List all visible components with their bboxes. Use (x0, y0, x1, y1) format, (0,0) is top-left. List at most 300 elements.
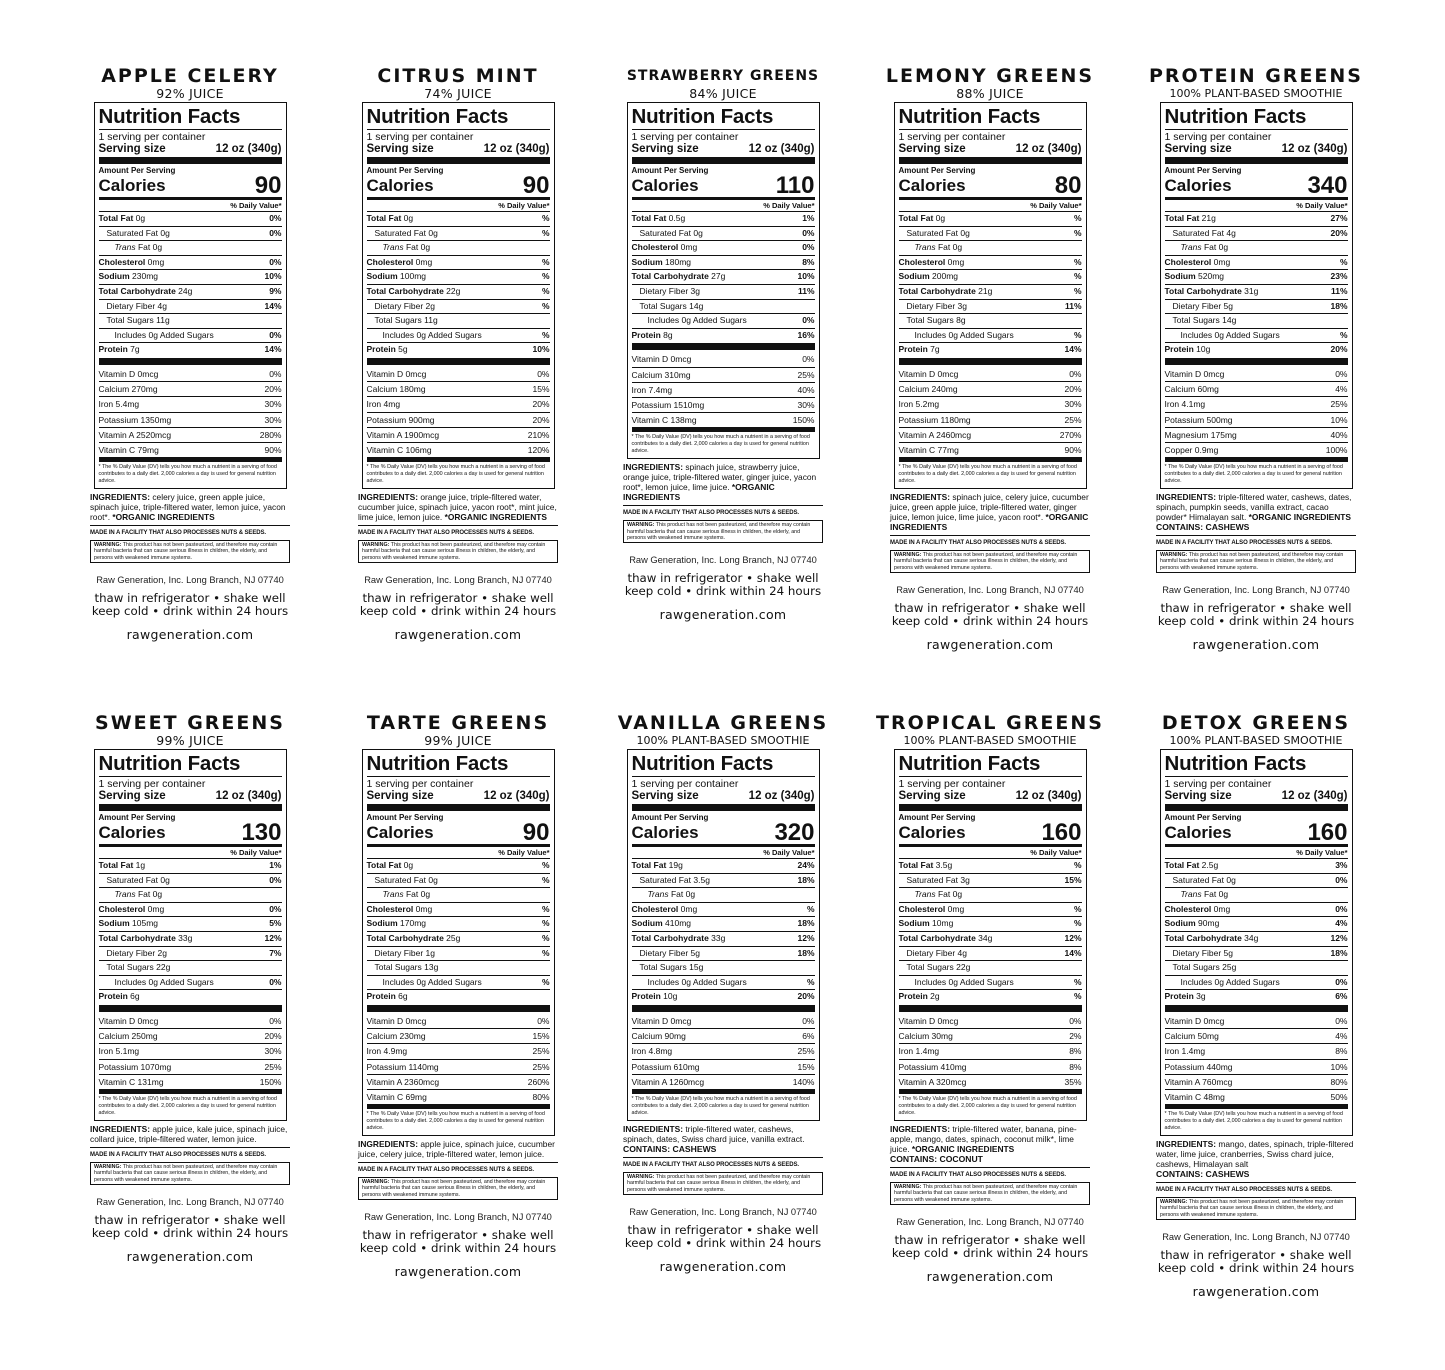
manufacturer-address: Raw Generation, Inc. Long Branch, NJ 07740 (364, 1212, 552, 1223)
calories-row: Calories 80 (898, 172, 1082, 199)
vitamin-row: Potassium 610mg 15% (632, 1060, 815, 1075)
product-label-card (608, 66, 838, 622)
calories-value: 110 (775, 172, 815, 199)
divider (623, 1157, 823, 1158)
daily-value-header: % Daily Value* (632, 197, 815, 212)
manufacturer-address: Raw Generation, Inc. Long Branch, NJ 07740 (896, 585, 1084, 596)
trans-fat-row: Trans Fat 0g (367, 888, 550, 903)
servings-per-container: 1 serving per container (898, 778, 1006, 790)
calories-value: 90 (254, 172, 282, 199)
total-sugars-row: Total Sugars 11g (367, 314, 550, 329)
product-subtitle: 100% PLANT-BASED SMOOTHIE (636, 734, 810, 747)
ingredients: INGREDIENTS: spinach juice, strawberry juice, orange juice, triple-filtered water, ginger juice, yacon root*, lemon juice, lime juice. *ORGANIC INGREDIENTS (623, 462, 817, 503)
website: rawgeneration.com (1192, 1284, 1320, 1300)
cholesterol-row: Cholesterol 0mg % (899, 903, 1082, 918)
vitamin-row: Vitamin A 320mcg 35% (899, 1075, 1082, 1090)
product-name: DETOX GREENS (1161, 712, 1351, 734)
vitamin-row: Calcium 230mg 15% (367, 1029, 550, 1044)
nf-title: Nutrition Facts (632, 752, 815, 777)
protein-row: Protein 7g 14% (898, 344, 1082, 355)
nf-title: Nutrition Facts (1165, 752, 1348, 777)
amount-per-serving: Amount Per Serving (366, 813, 444, 822)
total-fat-row: Total Fat 1g 1% (99, 859, 282, 874)
nutrition-facts-panel (94, 102, 287, 489)
vitamin-row: Vitamin C 138mg 150% (632, 413, 815, 428)
divider (899, 358, 1082, 365)
daily-value-header: % Daily Value* (899, 844, 1082, 859)
product-subtitle: 74% JUICE (424, 86, 492, 101)
manufacturer-address: Raw Generation, Inc. Long Branch, NJ 07740 (1162, 1232, 1350, 1243)
warning-box: WARNING: This product has not been pasteurized, and therefore may contain harmful bacteria that can cause serious illness in children, the elderly, and persons with weakened immune systems. (90, 540, 290, 563)
daily-value-header: % Daily Value* (899, 197, 1082, 212)
added-sugars-row: Includes 0g Added Sugars 0% (1165, 976, 1348, 991)
amount-per-serving: Amount Per Serving (631, 813, 709, 822)
divider (899, 157, 1082, 164)
vitamin-row: Potassium 410mg 8% (899, 1060, 1082, 1075)
divider (632, 804, 815, 811)
daily-value-header: % Daily Value* (1165, 197, 1348, 212)
product-name: APPLE CELERY (101, 65, 279, 87)
vitamin-row: Iron 4.8mg 25% (632, 1044, 815, 1059)
vitamin-row: Vitamin C 79mg 90% (99, 443, 282, 458)
trans-fat-row: Trans Fat 0g (99, 888, 282, 903)
dv-footnote: * The % Daily Value (DV) tells you how much a nutrient in a serving of food contributes to a daily diet. 2,000 calories a day is used for general nutrition advice. (99, 1090, 282, 1117)
vitamin-row: Vitamin A 2460mcg 270% (899, 428, 1082, 443)
nf-title: Nutrition Facts (1165, 105, 1348, 130)
vitamin-row: Potassium 1350mg 30% (99, 413, 282, 428)
servings-per-container: 1 serving per container (1164, 131, 1272, 143)
vitamin-row: Potassium 440mg 10% (1165, 1060, 1348, 1075)
vitamin-row: Iron 5.4mg 30% (99, 397, 282, 412)
divider (1165, 358, 1348, 365)
usage-line-1: thaw in refrigerator • shake well (1160, 601, 1352, 616)
ingredients: INGREDIENTS: triple-filtered water, banana, pine-apple, mango, dates, spinach, coconut milk*, lime juice. *ORGANIC INGREDIENTS CONTAINS: COCONUT (890, 1124, 1090, 1164)
total-carbohydrate-row: Total Carbohydrate 33g 12% (99, 932, 282, 947)
cholesterol-row: Cholesterol 0mg 0% (99, 256, 282, 271)
serving-size-row: Serving size 12 oz (340g) (898, 143, 1082, 155)
dietary-fiber-row: Dietary Fiber 5g 18% (632, 947, 815, 962)
amount-per-serving: Amount Per Serving (898, 166, 976, 175)
usage-line-2: keep cold • drink within 24 hours (891, 1245, 1089, 1260)
servings-per-container: 1 serving per container (98, 131, 206, 143)
calories-row: Calories 90 (366, 172, 550, 199)
product-subtitle: 99% JUICE (156, 733, 224, 748)
saturated-fat-row: Saturated Fat 0g 0% (99, 874, 282, 889)
total-carbohydrate-row: Total Carbohydrate 34g 12% (899, 932, 1082, 947)
protein-row: Protein 5g 10% (366, 344, 550, 355)
saturated-fat-row: Saturated Fat 3g 15% (899, 874, 1082, 889)
total-fat-row: Total Fat 0g % (899, 212, 1082, 227)
dietary-fiber-row: Dietary Fiber 5g 18% (1165, 300, 1348, 315)
serving-size-row: Serving size 12 oz (340g) (366, 143, 550, 155)
website: rawgeneration.com (926, 1268, 1054, 1284)
trans-fat-row: Trans Fat 0g (632, 888, 815, 903)
cholesterol-row: Cholesterol 0mg % (632, 903, 815, 918)
usage-line-1: thaw in refrigerator • shake well (894, 601, 1086, 616)
amount-per-serving: Amount Per Serving (366, 166, 444, 175)
cholesterol-row: Cholesterol 0mg 0% (99, 903, 282, 918)
nf-title: Nutrition Facts (99, 105, 282, 130)
added-sugars-row: Includes 0g Added Sugars % (1165, 329, 1348, 344)
dietary-fiber-row: Dietary Fiber 5g 18% (1165, 947, 1348, 962)
vitamin-row: Calcium 250mg 20% (99, 1029, 282, 1044)
total-carbohydrate-row: Total Carbohydrate 34g 12% (1165, 932, 1348, 947)
nf-title: Nutrition Facts (899, 105, 1082, 130)
dietary-fiber-row: Dietary Fiber 4g 14% (99, 300, 282, 315)
added-sugars-row: Includes 0g Added Sugars % (367, 329, 550, 344)
vitamin-row: Calcium 310mg 25% (632, 368, 815, 383)
serving-size-row: Serving size 12 oz (340g) (631, 143, 815, 155)
nf-title: Nutrition Facts (367, 752, 550, 777)
saturated-fat-row: Saturated Fat 0g % (367, 227, 550, 242)
saturated-fat-row: Saturated Fat 4g 20% (1165, 227, 1348, 242)
warning-box: WARNING: This product has not been pasteurized, and therefore may contain harmful bacteria that can cause serious illness in children, the elderly, and persons with weakened immune systems. (1156, 1197, 1356, 1220)
nutrition-facts-panel (362, 102, 555, 489)
product-label-card (875, 713, 1105, 1284)
cholesterol-row: Cholesterol 0mg % (899, 256, 1082, 271)
nf-title: Nutrition Facts (899, 752, 1082, 777)
total-sugars-row: Total Sugars 13g (367, 961, 550, 976)
vitamin-row: Vitamin D 0mcg 0% (1165, 1014, 1348, 1029)
vitamin-row: Copper 0.9mg 100% (1165, 443, 1348, 458)
serving-size-row: Serving size 12 oz (340g) (1164, 790, 1348, 802)
divider (358, 1162, 558, 1163)
calories-value: 340 (1307, 172, 1348, 199)
calories-row: Calories 160 (898, 819, 1082, 846)
saturated-fat-row: Saturated Fat 0g 0% (632, 227, 815, 242)
usage-line-1: thaw in refrigerator • shake well (627, 1222, 819, 1237)
facility-statement: MADE IN A FACILITY THAT ALSO PROCESSES NUTS & SEEDS. (890, 540, 1066, 547)
divider (1165, 157, 1348, 164)
manufacturer-address: Raw Generation, Inc. Long Branch, NJ 07740 (896, 1216, 1084, 1227)
servings-per-container: 1 serving per container (98, 778, 206, 790)
product-name: CITRUS MINT (377, 65, 539, 87)
vitamin-row: Vitamin D 0mcg 0% (367, 367, 550, 382)
usage-line-2: keep cold • drink within 24 hours (624, 584, 822, 599)
vitamin-row: Iron 5.1mg 30% (99, 1044, 282, 1059)
vitamin-row: Iron 7.4mg 40% (632, 383, 815, 398)
total-sugars-row: Total Sugars 22g (99, 961, 282, 976)
vitamin-row: Iron 5.2mg 30% (899, 397, 1082, 412)
ingredients: INGREDIENTS: triple-filtered water, cashews, spinach, dates, Swiss chard juice, vanilla extract. CONTAINS: CASHEWS (623, 1124, 823, 1154)
protein-row: Protein 6g (98, 991, 140, 1002)
vitamin-row: Calcium 90mg 6% (632, 1029, 815, 1044)
manufacturer-address: Raw Generation, Inc. Long Branch, NJ 07740 (364, 575, 552, 586)
calories-value: 320 (774, 819, 815, 846)
servings-per-container: 1 serving per container (366, 131, 474, 143)
usage-line-1: thaw in refrigerator • shake well (894, 1232, 1086, 1247)
website: rawgeneration.com (926, 637, 1054, 653)
vitamin-row: Vitamin C 131mg 150% (99, 1075, 282, 1090)
saturated-fat-row: Saturated Fat 0g % (367, 874, 550, 889)
dietary-fiber-row: Dietary Fiber 4g 14% (899, 947, 1082, 962)
added-sugars-row: Includes 0g Added Sugars 0% (99, 329, 282, 344)
divider (899, 804, 1082, 811)
allergen-statement: CONTAINS: CASHEWS (1156, 1169, 1250, 1180)
allergen-statement: CONTAINS: CASHEWS (1156, 522, 1250, 533)
daily-value-header: % Daily Value* (632, 844, 815, 859)
saturated-fat-row: Saturated Fat 0g 0% (99, 227, 282, 242)
product-label-card (75, 713, 305, 1264)
sodium-row: Sodium 105mg 5% (99, 917, 282, 932)
servings-per-container: 1 serving per container (366, 778, 474, 790)
divider (632, 1005, 815, 1012)
vitamin-row: Vitamin A 1260mcg 140% (632, 1075, 815, 1090)
dietary-fiber-row: Dietary Fiber 3g 11% (632, 285, 815, 300)
total-fat-row: Total Fat 19g 24% (632, 859, 815, 874)
vitamin-row: Vitamin A 2360mcg 260% (367, 1075, 550, 1090)
divider (99, 1005, 282, 1012)
serving-size-row: Serving size 12 oz (340g) (631, 790, 815, 802)
total-sugars-row: Total Sugars 8g (899, 314, 1082, 329)
website: rawgeneration.com (126, 1248, 254, 1264)
saturated-fat-row: Saturated Fat 0g 0% (1165, 874, 1348, 889)
product-label-card (343, 713, 573, 1279)
calories-value: 90 (522, 819, 550, 846)
cholesterol-row: Cholesterol 0mg 0% (1165, 903, 1348, 918)
product-name: STRAWBERRY GREENS (626, 68, 820, 84)
dv-footnote: * The % Daily Value (DV) tells you how much a nutrient in a serving of food contributes to a daily diet. 2,000 calories a day is used for general nutrition advice. (632, 428, 815, 455)
manufacturer-address: Raw Generation, Inc. Long Branch, NJ 07740 (629, 555, 817, 566)
total-carbohydrate-row: Total Carbohydrate 21g % (899, 285, 1082, 300)
amount-per-serving: Amount Per Serving (898, 813, 976, 822)
usage-line-2: keep cold • drink within 24 hours (624, 1235, 822, 1250)
usage-line-2: keep cold • drink within 24 hours (1157, 1261, 1355, 1276)
serving-size-row: Serving size 12 oz (340g) (366, 790, 550, 802)
usage-line-1: thaw in refrigerator • shake well (1160, 1248, 1352, 1263)
facility-statement: MADE IN A FACILITY THAT ALSO PROCESSES NUTS & SEEDS. (358, 1167, 534, 1174)
cholesterol-row: Cholesterol 0mg 0% (632, 241, 815, 256)
vitamin-row: Calcium 60mg 4% (1165, 382, 1348, 397)
product-name: TROPICAL GREENS (876, 712, 1104, 734)
calories-row: Calories 160 (1164, 819, 1348, 846)
facility-statement: MADE IN A FACILITY THAT ALSO PROCESSES NUTS & SEEDS. (1156, 1187, 1332, 1194)
warning-box: WARNING: This product has not been pasteurized, and therefore may contain harmful bacteria that can cause serious illness in children, the elderly, and persons with weakened immune systems. (623, 1172, 823, 1195)
amount-per-serving: Amount Per Serving (1164, 166, 1242, 175)
divider (90, 1147, 290, 1148)
ingredients: INGREDIENTS: apple juice, kale juice, spinach juice, collard juice, triple-filtered water, lemon juice. (90, 1123, 288, 1144)
calories-value: 80 (1054, 172, 1082, 199)
sodium-row: Sodium 410mg 18% (632, 917, 815, 932)
manufacturer-address: Raw Generation, Inc. Long Branch, NJ 07740 (96, 1196, 284, 1207)
calories-value: 160 (1307, 819, 1348, 846)
vitamin-row: Potassium 900mg 20% (367, 413, 550, 428)
website: rawgeneration.com (394, 627, 522, 643)
protein-row: Protein 2g % (898, 991, 1082, 1002)
protein-row: Protein 10g 20% (1164, 344, 1348, 355)
divider (358, 525, 558, 526)
usage-line-2: keep cold • drink within 24 hours (91, 1225, 289, 1240)
vitamin-row: Vitamin A 760mcg 80% (1165, 1075, 1348, 1090)
added-sugars-row: Includes 0g Added Sugars % (632, 976, 815, 991)
total-fat-row: Total Fat 0g % (367, 212, 550, 227)
vitamin-row: Iron 1.4mg 8% (899, 1044, 1082, 1059)
vitamin-row: Iron 4mg 20% (367, 397, 550, 412)
vitamin-row: Magnesium 175mg 40% (1165, 428, 1348, 443)
product-name: SWEET GREENS (95, 712, 285, 734)
total-carbohydrate-row: Total Carbohydrate 24g 9% (99, 285, 282, 300)
vitamin-row: Vitamin A 1900mcg 210% (367, 428, 550, 443)
vitamin-row: Vitamin D 0mcg 0% (899, 1014, 1082, 1029)
website: rawgeneration.com (659, 1258, 787, 1274)
vitamin-row: Calcium 30mg 2% (899, 1029, 1082, 1044)
dietary-fiber-row: Dietary Fiber 2g % (367, 300, 550, 315)
total-sugars-row: Total Sugars 15g (632, 961, 815, 976)
total-carbohydrate-row: Total Carbohydrate 25g % (367, 932, 550, 947)
divider (367, 358, 550, 365)
nutrition-facts-panel (1160, 102, 1353, 489)
total-sugars-row: Total Sugars 14g (632, 300, 815, 315)
vitamin-row: Calcium 180mg 15% (367, 382, 550, 397)
vitamin-row: Vitamin C 69mg 80% (367, 1090, 550, 1105)
total-fat-row: Total Fat 21g 27% (1165, 212, 1348, 227)
total-fat-row: Total Fat 0g 0% (99, 212, 282, 227)
divider (99, 157, 282, 164)
sodium-row: Sodium 100mg % (367, 270, 550, 285)
calories-value: 160 (1041, 819, 1082, 846)
nutrition-facts-panel (94, 749, 287, 1121)
servings-per-container: 1 serving per container (631, 778, 739, 790)
sodium-row: Sodium 230mg 10% (99, 270, 282, 285)
saturated-fat-row: Saturated Fat 3.5g 18% (632, 874, 815, 889)
ingredients: INGREDIENTS: apple juice, spinach juice, cucumber juice, celery juice, triple-filtered water, lemon juice. (358, 1139, 555, 1160)
facility-statement: MADE IN A FACILITY THAT ALSO PROCESSES NUTS & SEEDS. (1156, 540, 1332, 547)
dv-footnote: * The % Daily Value (DV) tells you how much a nutrient in a serving of food contributes to a daily diet. 2,000 calories a day is used for general nutrition advice. (899, 1090, 1082, 1117)
product-subtitle: 88% JUICE (956, 86, 1024, 101)
calories-value: 90 (522, 172, 550, 199)
facility-statement: MADE IN A FACILITY THAT ALSO PROCESSES NUTS & SEEDS. (890, 1171, 1066, 1178)
website: rawgeneration.com (126, 627, 254, 643)
product-name: PROTEIN GREENS (1148, 65, 1363, 87)
calories-row: Calories 130 (98, 819, 282, 846)
divider (1165, 1005, 1348, 1012)
calories-row: Calories 110 (631, 172, 815, 199)
ingredients: INGREDIENTS: spinach juice, celery juice, cucumber juice, green apple juice, triple-filtered water, ginger juice, lemon juice, lime juice, yacon root*. *ORGANIC INGREDIENTS (890, 492, 1089, 533)
warning-box: WARNING: This product has not been pasteurized, and therefore may contain harmful bacteria that can cause serious illness in children, the elderly, and persons with weakened immune systems. (358, 540, 558, 563)
facility-statement: MADE IN A FACILITY THAT ALSO PROCESSES NUTS & SEEDS. (358, 530, 534, 537)
divider (632, 157, 815, 164)
manufacturer-address: Raw Generation, Inc. Long Branch, NJ 07740 (629, 1206, 817, 1217)
sodium-row: Sodium 10mg % (899, 917, 1082, 932)
total-fat-row: Total Fat 0g % (367, 859, 550, 874)
divider (99, 804, 282, 811)
product-label-card (75, 66, 305, 642)
nutrition-facts-panel (362, 749, 555, 1136)
usage-line-1: thaw in refrigerator • shake well (362, 591, 554, 606)
vitamin-row: Potassium 1180mg 25% (899, 413, 1082, 428)
facility-statement: MADE IN A FACILITY THAT ALSO PROCESSES NUTS & SEEDS. (90, 530, 266, 537)
divider (1156, 535, 1356, 536)
serving-size-row: Serving size 12 oz (340g) (1164, 143, 1348, 155)
divider (623, 505, 823, 506)
divider (90, 525, 290, 526)
website: rawgeneration.com (1192, 637, 1320, 653)
divider (890, 535, 1090, 536)
allergen-statement: CONTAINS: COCONUT (890, 1153, 983, 1164)
calories-value: 130 (241, 819, 282, 846)
sodium-row: Sodium 520mg 23% (1165, 270, 1348, 285)
warning-box: WARNING: This product has not been pasteurized, and therefore may contain harmful bacteria that can cause serious illness in children, the elderly, and persons with weakened immune systems. (90, 1162, 290, 1185)
divider (899, 1005, 1082, 1012)
dv-footnote: * The % Daily Value (DV) tells you how much a nutrient in a serving of food contributes to a daily diet. 2,000 calories a day is used for general nutrition advice. (632, 1090, 815, 1117)
dietary-fiber-row: Dietary Fiber 2g 7% (99, 947, 282, 962)
vitamin-row: Vitamin C 48mg 50% (1165, 1090, 1348, 1105)
product-label-card (875, 66, 1105, 652)
cholesterol-row: Cholesterol 0mg % (367, 256, 550, 271)
calories-row: Calories 90 (366, 819, 550, 846)
amount-per-serving: Amount Per Serving (1164, 813, 1242, 822)
cholesterol-row: Cholesterol 0mg % (1165, 256, 1348, 271)
dv-footnote: * The % Daily Value (DV) tells you how much a nutrient in a serving of food contributes to a daily diet. 2,000 calories a day is used for general nutrition advice. (367, 458, 550, 485)
allergen-statement: CONTAINS: CASHEWS (623, 1143, 717, 1154)
vitamin-row: Vitamin D 0mcg 0% (367, 1014, 550, 1029)
divider (99, 358, 282, 365)
usage-line-2: keep cold • drink within 24 hours (1157, 614, 1355, 629)
vitamin-row: Potassium 1510mg 30% (632, 398, 815, 413)
ingredients: INGREDIENTS: orange juice, triple-filtered water, cucumber juice, spinach juice, yacon root*, mint juice, lime juice, lemon juice. *ORGANIC INGREDIENTS (358, 492, 557, 523)
daily-value-header: % Daily Value* (367, 197, 550, 212)
dv-footnote: * The % Daily Value (DV) tells you how much a nutrient in a serving of food contributes to a daily diet. 2,000 calories a day is used for general nutrition advice. (1165, 1105, 1348, 1132)
protein-row: Protein 8g 16% (631, 329, 815, 340)
amount-per-serving: Amount Per Serving (98, 813, 176, 822)
sodium-row: Sodium 180mg 8% (632, 256, 815, 271)
dietary-fiber-row: Dietary Fiber 3g 11% (899, 300, 1082, 315)
total-carbohydrate-row: Total Carbohydrate 22g % (367, 285, 550, 300)
vitamin-row: Vitamin D 0mcg 0% (899, 367, 1082, 382)
amount-per-serving: Amount Per Serving (98, 166, 176, 175)
total-fat-row: Total Fat 0.5g 1% (632, 212, 815, 227)
dv-footnote: * The % Daily Value (DV) tells you how much a nutrient in a serving of food contributes to a daily diet. 2,000 calories a day is used for general nutrition advice. (899, 458, 1082, 485)
vitamin-row: Calcium 50mg 4% (1165, 1029, 1348, 1044)
calories-row: Calories 340 (1164, 172, 1348, 199)
vitamin-row: Calcium 270mg 20% (99, 382, 282, 397)
usage-line-2: keep cold • drink within 24 hours (359, 1241, 557, 1256)
added-sugars-row: Includes 0g Added Sugars 0% (632, 314, 815, 329)
trans-fat-row: Trans Fat 0g (99, 241, 282, 256)
added-sugars-row: Includes 0g Added Sugars % (367, 976, 550, 991)
total-sugars-row: Total Sugars 22g (899, 961, 1082, 976)
product-subtitle: 92% JUICE (156, 86, 224, 101)
vitamin-row: Potassium 500mg 10% (1165, 413, 1348, 428)
facility-statement: MADE IN A FACILITY THAT ALSO PROCESSES NUTS & SEEDS. (90, 1151, 266, 1158)
usage-line-1: thaw in refrigerator • shake well (362, 1228, 554, 1243)
website: rawgeneration.com (659, 607, 787, 623)
vitamin-row: Vitamin D 0mcg 0% (99, 367, 282, 382)
vitamin-row: Calcium 240mg 20% (899, 382, 1082, 397)
total-sugars-row: Total Sugars 14g (1165, 314, 1348, 329)
servings-per-container: 1 serving per container (1164, 778, 1272, 790)
usage-line-1: thaw in refrigerator • shake well (94, 1212, 286, 1227)
product-name: LEMONY GREENS (885, 65, 1095, 87)
product-name: VANILLA GREENS (617, 712, 829, 734)
product-subtitle: 100% PLANT-BASED SMOOTHIE (1169, 734, 1343, 747)
ingredients: INGREDIENTS: mango, dates, spinach, triple-filtered water, lime juice, cranberries, Swiss chard juice, cashews, Himalayan salt CONTAINS: CASHEWS (1156, 1139, 1356, 1179)
nf-title: Nutrition Facts (632, 105, 815, 130)
divider (367, 804, 550, 811)
protein-row: Protein 3g 6% (1164, 991, 1348, 1002)
daily-value-header: % Daily Value* (99, 844, 282, 859)
daily-value-header: % Daily Value* (1165, 844, 1348, 859)
product-label-card (1141, 713, 1371, 1299)
warning-box: WARNING: This product has not been pasteurized, and therefore may contain harmful bacteria that can cause serious illness in children, the elderly, and persons with weakened immune systems. (890, 1182, 1090, 1205)
facility-statement: MADE IN A FACILITY THAT ALSO PROCESSES NUTS & SEEDS. (623, 1161, 799, 1168)
product-subtitle: 100% PLANT-BASED SMOOTHIE (903, 734, 1077, 747)
protein-row: Protein 7g 14% (98, 344, 282, 355)
vitamin-row: Potassium 1070mg 25% (99, 1060, 282, 1075)
nutrition-facts-panel (1160, 749, 1353, 1136)
trans-fat-row: Trans Fat 0g (1165, 241, 1348, 256)
nutrition-facts-panel (894, 102, 1087, 489)
